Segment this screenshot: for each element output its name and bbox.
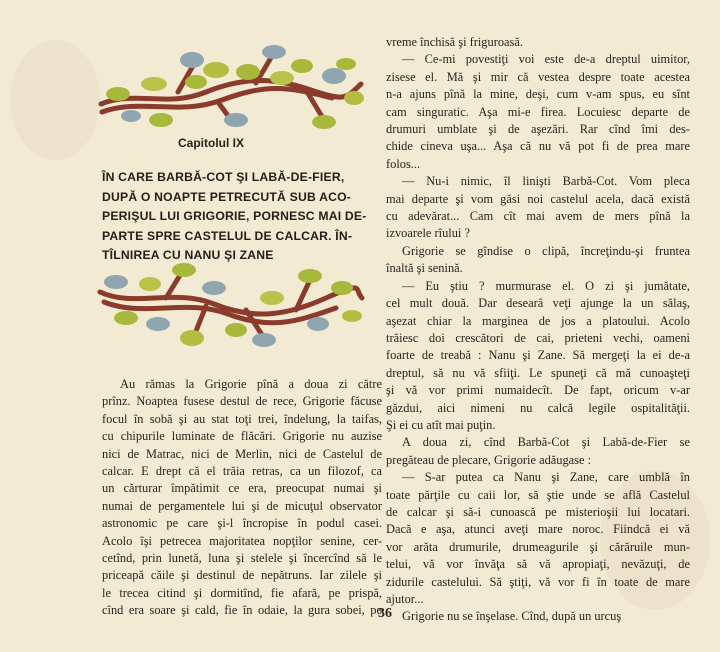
chapter-title-line: ÎN CARE BARBĂ-COT ŞI LABĂ-DE-FIER, bbox=[102, 170, 345, 184]
text-line: telui, vă vor învăţa să vă apropiaţi, nevăzuţi, de bbox=[386, 557, 690, 572]
text-line: focul în sobă şi au stat toţi trei, îndelung, la taifas, bbox=[102, 411, 382, 426]
text-line: pregăteau de plecare, Grigorie adăugase : bbox=[386, 452, 592, 467]
right-column-text bbox=[386, 34, 690, 626]
text-line: — S-ar putea ca Nanu şi Zane, care umblă în bbox=[402, 470, 690, 485]
text-line: cam singuratic. Aşa mi-e firea. Locuiesc departe de bbox=[386, 104, 690, 119]
text-line: folos... bbox=[386, 156, 421, 171]
text-line: nici de Matrac, nici de Merlin, nici de Castelul de bbox=[102, 446, 382, 461]
text-line: de calcar şi să-i cunoască pe misterioşii lui locatari. bbox=[386, 504, 690, 519]
text-line: chide cineva uşa... Aşa că nu vă pot fi de prea mare bbox=[386, 139, 690, 154]
text-line: izvoarele rîului ? bbox=[386, 226, 470, 241]
text-line: foarte de treabă : Nanu şi Zane. Să mergeţi la ei de-a bbox=[386, 348, 690, 363]
chapter-title bbox=[102, 168, 380, 266]
text-line: calcar. E drept că el trăia retras, ca un filozof, ca bbox=[102, 464, 382, 479]
left-column-text bbox=[102, 376, 382, 620]
text-line: priceapă căile şi destinul de nepătruns. Iar zilele şi bbox=[102, 568, 382, 583]
text-line: toate părţile cu caii lor, să ştie unde se află Castelul bbox=[386, 487, 690, 502]
text-line: zisese el. Mă şi mir că vestea despre toate acestea bbox=[386, 69, 690, 84]
text-line: drumuri umblate şi de aşezări. Rar cînd îmi des- bbox=[386, 122, 690, 137]
text-line: aşezat chiar la marginea de jos a platoului. Acolo bbox=[386, 313, 690, 328]
chapter-title-line: PERIŞUL LUI GRIGORIE, PORNESC MAI DE- bbox=[102, 209, 367, 223]
text-line: cu chipurile luminate de flăcări. Grigorie nu auzise bbox=[102, 429, 382, 444]
text-line: le trecea citind şi dormitînd, fie afară, pe prispă, bbox=[102, 585, 382, 600]
text-line: cetînd, prin lunetă, luna şi stelele şi încercînd să le bbox=[102, 551, 382, 566]
text-line: vor arăta drumurile, drumeagurile şi cărăruile mun- bbox=[386, 539, 690, 554]
text-line: mai departe şi vom găsi noi castelul acela, dacă există bbox=[386, 191, 690, 206]
chapter-title-line: DUPĂ O NOAPTE PETRECUTĂ SUB ACO- bbox=[102, 189, 352, 204]
text-line: astronomic pe care şi-l încropise în podul casei. bbox=[102, 516, 382, 531]
text-line: A doua zi, cînd Barbă-Cot şi Labă-de-Fier se bbox=[402, 435, 690, 450]
text-line: dreptul, să nu vă sfiiţi. Le spuneţi că mă cunoaşteţi bbox=[386, 365, 690, 380]
top-vine-illustration bbox=[96, 38, 366, 138]
text-line: — Nu-i nimic, îl linişti Barbă-Cot. Vom pleca bbox=[402, 174, 690, 189]
chapter-title-line: PARTE SPRE CASTELUL DE CALCAR. ÎN- bbox=[102, 228, 353, 243]
text-line: Acolo îşi petrecea majoritatea nopţilor senine, cer- bbox=[102, 533, 382, 548]
text-line: zidurile castelului. Să ştiţi, vă vor fi în toate de mare bbox=[386, 574, 690, 589]
paper-stain bbox=[10, 40, 100, 160]
text-line: cu adevărat... Cam cît mai avem de mers pînă la bbox=[386, 209, 690, 224]
text-line: găzdui, aici nimeni nu calcă legile ospitalităţii. bbox=[386, 400, 690, 415]
text-line: prînz. Noaptea fusese destul de rece, Grigorie făcuse bbox=[102, 394, 382, 409]
text-line: cînd era soare şi cald, fie în odaie, la gura sobei, pe bbox=[102, 603, 382, 618]
text-line: Grigorie nu se înşelase. Cînd, după un urcuş bbox=[402, 609, 622, 624]
bottom-vine-illustration bbox=[96, 258, 366, 358]
text-line: trăiesc doi crescători de cai, prieteni vechi, oameni bbox=[386, 330, 690, 345]
text-line: înaltă şi senină. bbox=[386, 261, 463, 276]
text-line: un cărturar împătimit ce era, preocupat numai şi bbox=[102, 481, 382, 496]
text-line: Dacă e aşa, atunci aveţi mare noroc. Fiindcă ei vă bbox=[386, 522, 690, 537]
text-line: — Ce-mi povestiţi voi este de-a dreptul uimitor, bbox=[402, 52, 690, 67]
text-line: numai de pergamentele lui şi de micuţul observator bbox=[102, 498, 382, 513]
text-line: vreme închisă şi friguroasă. bbox=[386, 35, 523, 49]
text-line: Au rămas la Grigorie pînă a doua zi către bbox=[120, 377, 382, 391]
chapter-label: Capitolul IX bbox=[178, 136, 244, 150]
page-number: 36 bbox=[378, 606, 392, 621]
text-line: şi vă vor primi numaidecît. De fapt, oricum v-ar bbox=[386, 383, 690, 398]
text-line: Grigorie se gîndise o clipă, încreţindu-şi fruntea bbox=[402, 243, 690, 258]
text-line: — Eu ştiu ? murmurase el. O zi şi jumătate, bbox=[402, 278, 690, 293]
text-line: Şi ei cu atît mai puţin. bbox=[386, 417, 496, 432]
text-line: cel mult două. Dar desearâ veţi ajunge la un sălaş, bbox=[386, 296, 690, 311]
text-line: ajutor... bbox=[386, 592, 424, 606]
chapter-title-line: TÎLNIREA CU NANU ŞI ZANE bbox=[102, 248, 274, 262]
text-line: n-a ajuns pînă la mine, deşi, cum v-am spus, eu sînt bbox=[386, 87, 690, 102]
